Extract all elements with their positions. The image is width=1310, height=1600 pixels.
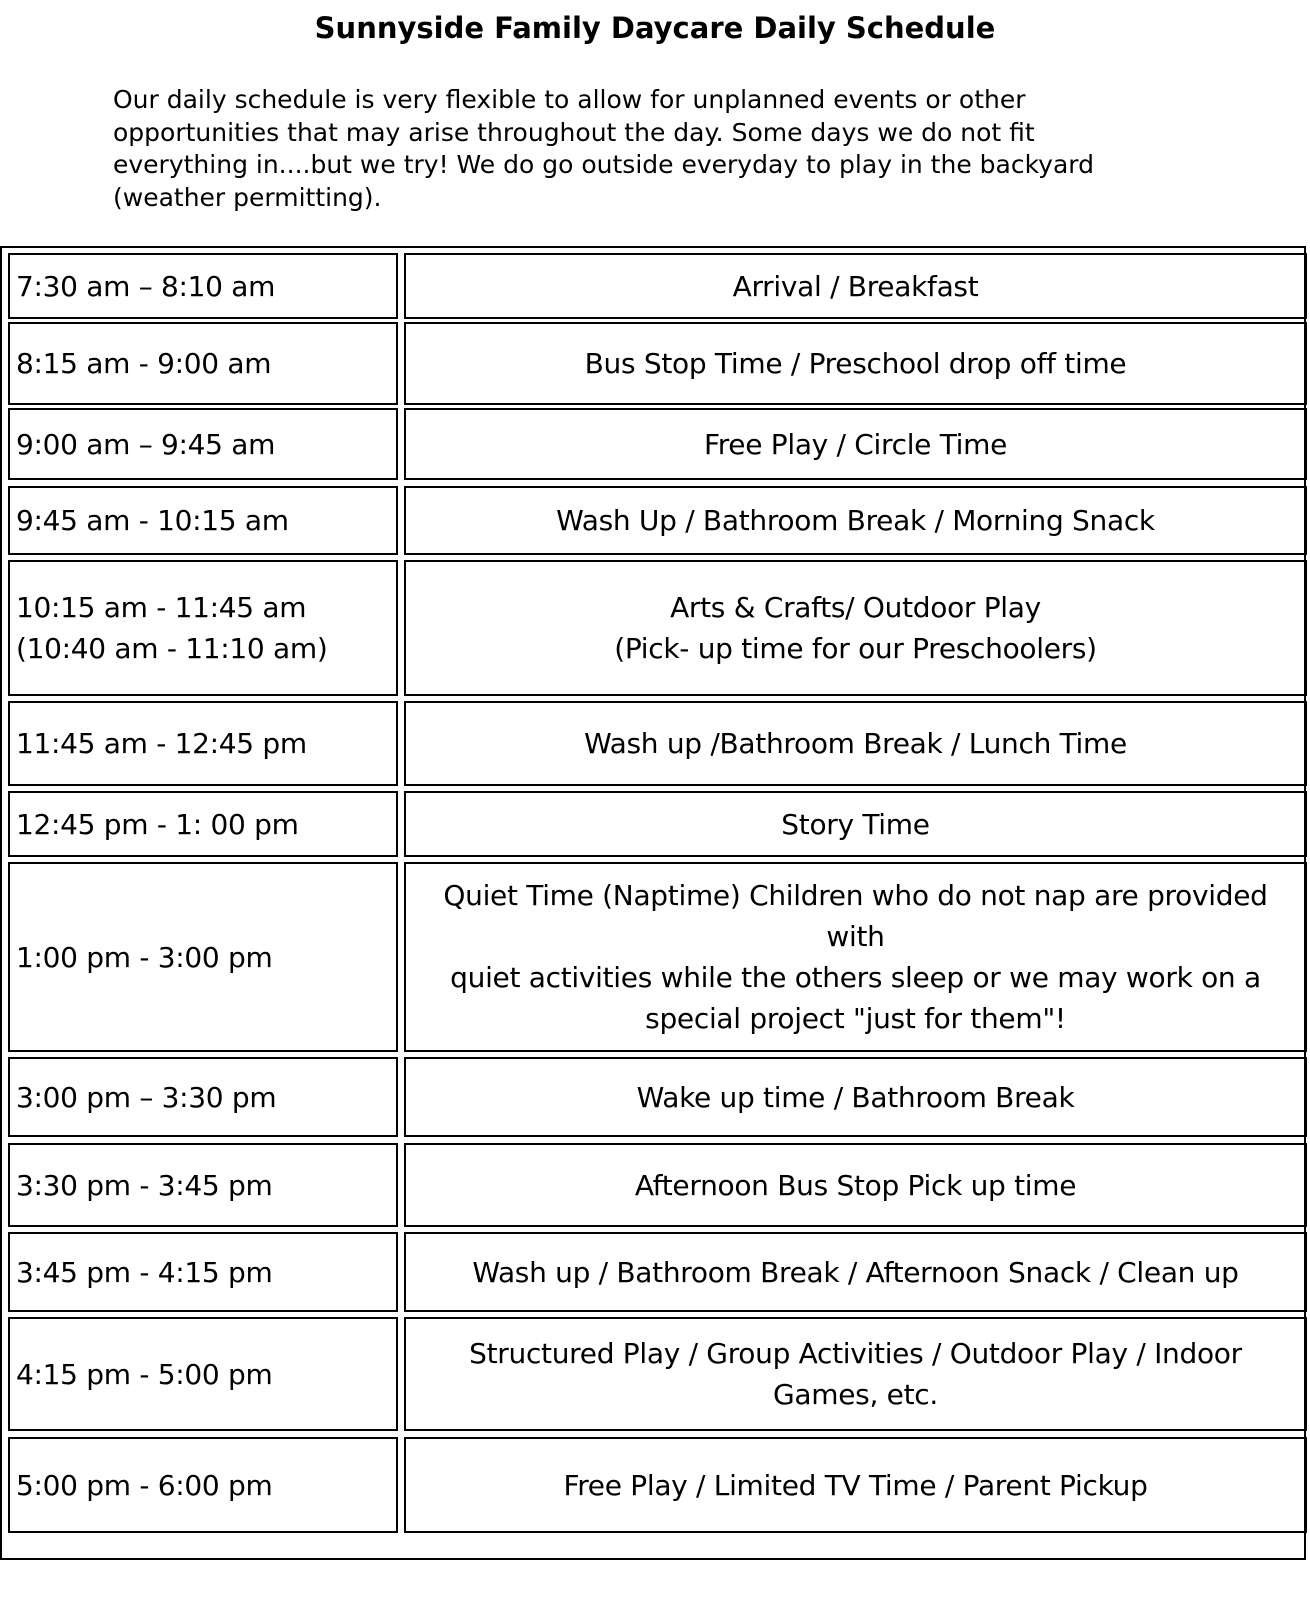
schedule-activity-cell: Bus Stop Time / Preschool drop off time bbox=[404, 322, 1307, 405]
schedule-time-cell: 1:00 pm - 3:00 pm bbox=[8, 862, 398, 1052]
intro-paragraph: Our daily schedule is very flexible to allow for unplanned events or other opportunities that may arise throughout the day. Some days we do not fit everything in....but we try! We do go outside everyday to play in the backyard (weather permitting). bbox=[113, 85, 1094, 212]
schedule-activity-cell: Afternoon Bus Stop Pick up time bbox=[404, 1143, 1307, 1227]
schedule-time-cell: 7:30 am – 8:10 am bbox=[8, 253, 398, 319]
schedule-time-cell: 3:30 pm - 3:45 pm bbox=[8, 1143, 398, 1227]
schedule-time-cell: 12:45 pm - 1: 00 pm bbox=[8, 791, 398, 857]
schedule-activity-cell: Free Play / Circle Time bbox=[404, 408, 1307, 480]
schedule-time-cell: 11:45 am - 12:45 pm bbox=[8, 701, 398, 786]
schedule-time-cell: 9:00 am – 9:45 am bbox=[8, 408, 398, 480]
schedule-activity-cell: Structured Play / Group Activities / Outdoor Play / Indoor Games, etc. bbox=[404, 1317, 1307, 1431]
schedule-time-cell: 9:45 am - 10:15 am bbox=[8, 486, 398, 555]
schedule-activity-cell: Free Play / Limited TV Time / Parent Pickup bbox=[404, 1437, 1307, 1533]
schedule-activity-cell: Wash up /Bathroom Break / Lunch Time bbox=[404, 701, 1307, 786]
schedule-time-cell: 3:45 pm - 4:15 pm bbox=[8, 1232, 398, 1312]
schedule-activity-cell: Wash Up / Bathroom Break / Morning Snack bbox=[404, 486, 1307, 555]
schedule-time-cell: 4:15 pm - 5:00 pm bbox=[8, 1317, 398, 1431]
page-title: Sunnyside Family Daycare Daily Schedule bbox=[314, 11, 996, 45]
schedule-time-cell: 3:00 pm – 3:30 pm bbox=[8, 1057, 398, 1137]
schedule-time-cell: 10:15 am - 11:45 am (10:40 am - 11:10 am) bbox=[8, 560, 398, 696]
schedule-activity-cell: Wake up time / Bathroom Break bbox=[404, 1057, 1307, 1137]
schedule-activity-cell: Arts & Crafts/ Outdoor Play (Pick- up time for our Preschoolers) bbox=[404, 560, 1307, 696]
schedule-time-cell: 5:00 pm - 6:00 pm bbox=[8, 1437, 398, 1533]
schedule-table bbox=[0, 246, 1306, 1560]
schedule-activity-cell: Wash up / Bathroom Break / Afternoon Snack / Clean up bbox=[404, 1232, 1307, 1312]
schedule-activity-cell: Story Time bbox=[404, 791, 1307, 857]
schedule-activity-cell: Arrival / Breakfast bbox=[404, 253, 1307, 319]
schedule-time-cell: 8:15 am - 9:00 am bbox=[8, 322, 398, 405]
schedule-activity-cell: Quiet Time (Naptime) Children who do not nap are provided with quiet activities while the others sleep or we may work on a special project "just for them"! bbox=[404, 862, 1307, 1052]
